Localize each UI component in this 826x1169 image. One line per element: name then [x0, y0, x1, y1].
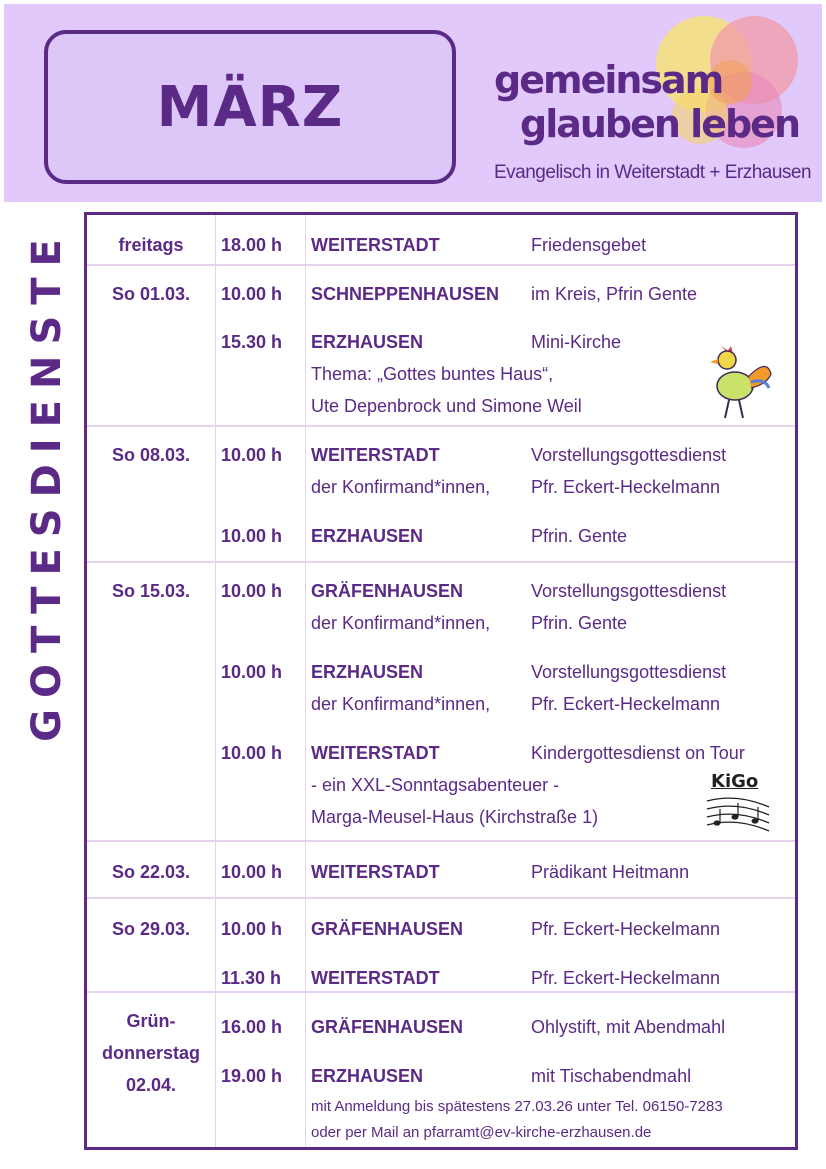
table-row: [87, 215, 795, 264]
row-desc: Pfr. Eckert-Heckelmann: [531, 919, 721, 939]
row-time: 18.00 h: [221, 235, 283, 255]
row-desc: Pfr. Eckert-Heckelmann: [531, 968, 721, 988]
table-row: [87, 840, 795, 899]
table-row: [87, 425, 795, 563]
row-sub: der Konfirmand*innen,: [311, 694, 491, 714]
row-note: oder per Mail an pfarramt@ev-kirche-erzhausen.de: [311, 1124, 652, 1141]
row-place: ERZHAUSEN: [311, 332, 424, 352]
month-title: MÄRZ: [156, 74, 344, 140]
row-extra: Ute Depenbrock und Simone Weil: [311, 396, 582, 416]
row-sub: der Konfirmand*innen,: [311, 477, 491, 497]
row-date: freitags: [118, 235, 184, 255]
row-time: 10.00 h: [221, 445, 283, 465]
row-time: 19.00 h: [221, 1066, 283, 1086]
row-desc: Mini-Kirche: [531, 332, 622, 352]
row-place: GRÄFENHAUSEN: [311, 1017, 464, 1037]
row-place: GRÄFENHAUSEN: [311, 581, 464, 601]
table-row: [87, 897, 795, 993]
row-time: 10.00 h: [221, 743, 283, 763]
row-place: WEITERSTADT: [311, 743, 440, 763]
row-desc: Vorstellungsgottesdienst: [531, 662, 727, 682]
row-desc: Vorstellungsgottesdienst: [531, 581, 727, 601]
sidebar-label-text: GOTTESDIENSTE: [24, 228, 71, 742]
row-sub: Pfrin. Gente: [531, 613, 628, 633]
row-date: So 08.03.: [111, 445, 191, 465]
row-desc: Friedensgebet: [531, 235, 647, 255]
row-desc: Prädikant Heitmann: [531, 862, 690, 882]
row-desc: Vorstellungsgottesdienst: [531, 445, 727, 465]
schedule-table: [84, 212, 798, 1150]
row-time: 10.00 h: [221, 919, 283, 939]
row-desc: Pfrin. Gente: [531, 526, 628, 546]
row-date: So 01.03.: [111, 284, 191, 304]
row-sub: Pfr. Eckert-Heckelmann: [531, 477, 721, 497]
row-date-line: Grün-: [126, 1011, 176, 1031]
table-row: [87, 264, 795, 427]
row-place: SCHNEPPENHAUSEN: [311, 284, 500, 304]
row-time: 15.30 h: [221, 332, 283, 352]
row-time: 11.30 h: [221, 968, 282, 988]
row-sub: der Konfirmand*innen,: [311, 613, 491, 633]
row-time: 16.00 h: [221, 1017, 283, 1037]
row-place: WEITERSTADT: [311, 235, 440, 255]
row-extra: - ein XXL-Sonntagsabenteuer -: [311, 775, 560, 795]
sidebar-label: [22, 228, 72, 742]
row-time: 10.00 h: [221, 526, 283, 546]
row-date: So 22.03.: [111, 862, 191, 882]
row-note: mit Anmeldung bis spätestens 27.03.26 unter Tel. 06150-7283: [311, 1098, 723, 1115]
row-place: WEITERSTADT: [311, 445, 440, 465]
kigo-logo-icon: [703, 771, 773, 835]
row-desc: Kindergottesdienst on Tour: [531, 743, 745, 763]
row-date-line: donnerstag: [101, 1043, 200, 1063]
row-time: 10.00 h: [221, 862, 283, 882]
header-banner: [4, 4, 822, 202]
brand-line-1: gemeinsam: [494, 58, 723, 102]
row-desc: mit Tischabendmahl: [531, 1066, 692, 1086]
month-box: [44, 30, 456, 184]
row-place: ERZHAUSEN: [311, 526, 424, 546]
row-date: So 29.03.: [111, 919, 191, 939]
row-sub: Pfr. Eckert-Heckelmann: [531, 694, 721, 714]
row-time: 10.00 h: [221, 284, 283, 304]
rooster-icon: [701, 342, 773, 422]
tagline: Evangelisch in Weiterstadt + Erzhausen: [494, 162, 812, 183]
table-row: [87, 561, 795, 842]
row-desc: im Kreis, Pfrin Gente: [531, 284, 698, 304]
row-place: ERZHAUSEN: [311, 1066, 424, 1086]
row-date-line: 02.04.: [125, 1075, 177, 1095]
kigo-label: KiGo: [711, 771, 759, 792]
row-desc: Ohlystift, mit Abendmahl: [531, 1017, 726, 1037]
row-date: So 15.03.: [111, 581, 191, 601]
row-extra: Thema: „Gottes buntes Haus“,: [311, 364, 554, 384]
row-time: 10.00 h: [221, 662, 283, 682]
row-place: GRÄFENHAUSEN: [311, 919, 464, 939]
row-place: WEITERSTADT: [311, 862, 440, 882]
brand-logo-text: [494, 58, 799, 146]
row-time: 10.00 h: [221, 581, 283, 601]
row-place: WEITERSTADT: [311, 968, 440, 988]
table-row: [87, 991, 795, 1149]
row-extra: Marga-Meusel-Haus (Kirchstraße 1): [311, 807, 599, 827]
row-place: ERZHAUSEN: [311, 662, 424, 682]
brand-line-2: glauben leben: [520, 102, 800, 146]
